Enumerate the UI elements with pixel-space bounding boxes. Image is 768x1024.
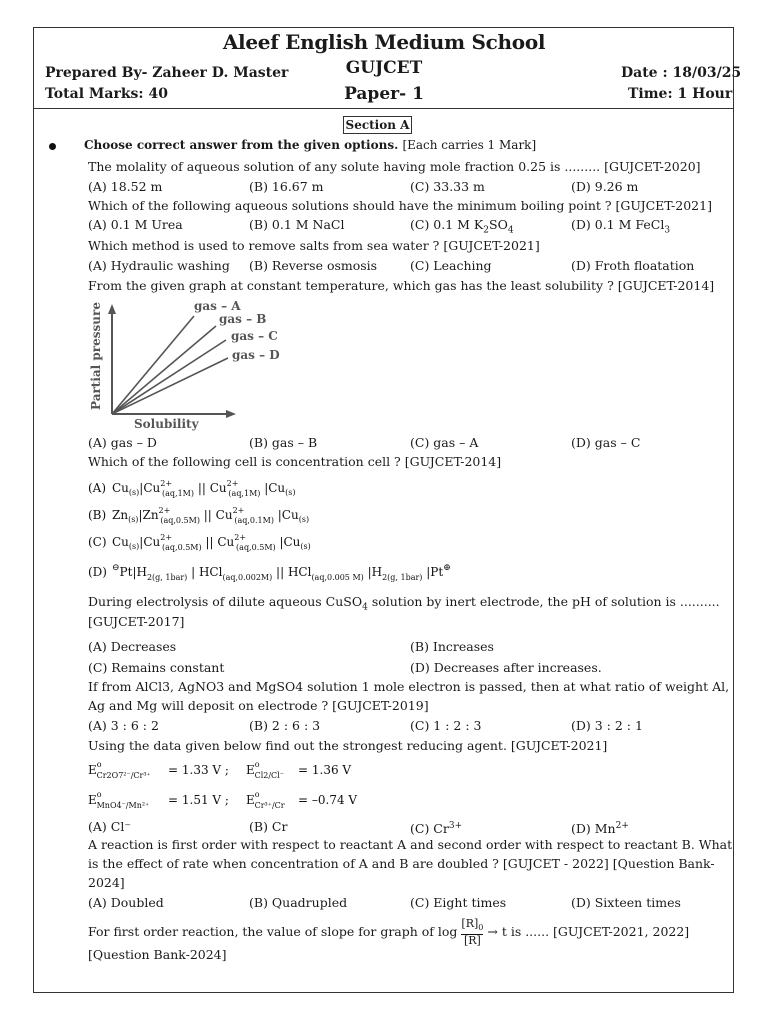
question-3: Which method is used to remove salts from sea water ? [GUJCET-2021] bbox=[88, 238, 540, 253]
q2-option-b: (B) 0.1 M NaCl bbox=[249, 217, 345, 232]
graph-x-arrow bbox=[226, 410, 236, 418]
q2-option-a: (A) 0.1 M Urea bbox=[88, 217, 183, 232]
q8-option-c: (C) $Cr^{3+}$ bbox=[410, 821, 463, 837]
total-marks: Total Marks: 40 bbox=[45, 86, 168, 102]
q3-option-b: (B) Reverse osmosis bbox=[249, 258, 378, 273]
school-name: Aleef English Medium School bbox=[222, 30, 546, 54]
cell-a-label: (A) bbox=[88, 481, 107, 495]
question-1: The molality of aqueous solution of any solute having mole fraction 0.25 is ......... [GUJCET-2020] bbox=[88, 159, 701, 174]
q7-option-b: (B) 2 : 6 : 3 bbox=[249, 718, 321, 733]
question-9-line-3: 2024] bbox=[88, 875, 125, 890]
question-5: Which of the following cell is concentration cell ? [GUJCET-2014] bbox=[88, 454, 502, 469]
cell-option-a bbox=[88, 479, 296, 498]
svg-text:Cu(s)|Cu2+(aq,0.5M) || Cu2+(aq: $Cu_{(s)}|Cu^{2+}$ (aq,0.5M) || $Cu^{2+}$ (aq,0.5M) $|Cu_{(s)}$ bbox=[112, 533, 311, 552]
graph-y-arrow bbox=[108, 304, 116, 314]
cell-notations bbox=[86, 472, 506, 586]
instruction-text: Choose correct answer from the given options. bbox=[84, 138, 399, 152]
log-fraction: $\frac{[R]_0}{[R]}$ bbox=[461, 917, 484, 948]
cell-b-label: (B) bbox=[88, 508, 107, 522]
q7-option-c: (C) 1 : 2 : 3 bbox=[410, 718, 482, 733]
cell-d-label: (D) bbox=[88, 565, 107, 579]
prepared-by: Prepared By- Zaheer D. Master bbox=[45, 65, 289, 81]
question-7-line-2: Ag and Mg will deposit on electrode ? [GUJCET-2019] bbox=[88, 698, 429, 713]
marks-note: [Each carries 1 Mark] bbox=[402, 138, 537, 152]
exam-date: Date : 18/03/25 bbox=[621, 65, 742, 81]
graph-label-gas-c: gas – C bbox=[231, 329, 278, 343]
bullet-icon bbox=[49, 143, 56, 150]
electrode-potentials bbox=[86, 757, 406, 815]
q1-option-a: (A) 18.52 m bbox=[88, 179, 163, 194]
graph-line-gas-d bbox=[112, 358, 228, 414]
potential-cl2: $E^o$ Cl2/Cl⁻ bbox=[246, 760, 284, 780]
q6-option-a: (A) Decreases bbox=[88, 639, 177, 654]
question-2: Which of the following aqueous solutions should have the minimum boiling point ? [GUJCET-2021] bbox=[88, 198, 712, 213]
svg-text:Cu(s)|Cu2+(aq,1M) || Cu2+(aq,1: $Cu_{(s)}|Cu^{2+}$ (aq,1M) || $Cu^{2+}$ (aq,1M) $|Cu_{(s)}$ bbox=[112, 479, 296, 498]
q4-option-b: (B) gas – B bbox=[249, 435, 318, 450]
q6-option-b: (B) Increases bbox=[410, 639, 494, 654]
question-7-line-1: If from AlCl3, AgNO3 and MgSO4 solution 1 mole electron is passed, then at what ratio of weight Al, bbox=[88, 679, 730, 694]
potential-value-3: = 1.51 V ; bbox=[168, 793, 229, 807]
section-label: Section A bbox=[343, 116, 412, 134]
svg-text:⊖Pt|H2(g, 1bar) | HCl(aq,0.002: $^⊖Pt|H_{2(g, 1bar)}$ | HCl$_{(aq,0.002M)}$ || HCl$_{(aq,0.005 M)}$ $|H_{2(g, 1bar)}$ |Pt⊕ bbox=[112, 563, 451, 582]
instruction bbox=[84, 137, 536, 154]
q1-option-c: (C) 33.33 m bbox=[410, 179, 485, 194]
q8-option-d: (D) $Mn^{2+}$ bbox=[571, 821, 629, 837]
q4-option-c: (C) gas – A bbox=[410, 435, 479, 450]
potential-value-1: = 1.33 V ; bbox=[168, 763, 229, 777]
q6-option-d: (D) Decreases after increases. bbox=[410, 660, 602, 675]
question-10: For first order reaction, the value of slope for graph of log $\frac{[R]_0}{[R]}$ → t is ...... [GUJCET-2021, 2022] bbox=[88, 917, 690, 948]
question-8: Using the data given below find out the strongest reducing agent. [GUJCET-2021] bbox=[88, 738, 608, 753]
question-4: From the given graph at constant temperature, which gas has the least solubility ? [GUJCET-2014] bbox=[88, 278, 715, 293]
graph-label-gas-b: gas – B bbox=[219, 312, 267, 326]
cell-option-d bbox=[88, 563, 451, 582]
q9-option-d: (D) Sixteen times bbox=[571, 895, 681, 910]
q3-option-d: (D) Froth floatation bbox=[571, 258, 695, 273]
q6-option-c: (C) Remains constant bbox=[88, 660, 225, 675]
question-6: During electrolysis of dilute aqueous CuSO$_4$ solution by inert electrode, the pH of solution is .......... bbox=[88, 594, 720, 613]
question-10-line-2: [Question Bank-2024] bbox=[88, 947, 227, 962]
exam-name: GUJCET bbox=[345, 58, 423, 78]
graph-label-gas-d: gas – D bbox=[232, 348, 280, 362]
potential-value-4: = –0.74 V bbox=[298, 793, 358, 807]
q7-option-d: (D) 3 : 2 : 1 bbox=[571, 718, 643, 733]
potential-cr2o7: $E^o$ Cr2O7²⁻/Cr³⁺ bbox=[88, 760, 151, 780]
potential-value-2: = 1.36 V bbox=[298, 763, 352, 777]
q1-option-d: (D) 9.26 m bbox=[571, 179, 639, 194]
graph-x-label: Solubility bbox=[134, 417, 199, 431]
graph-label-gas-a: gas – A bbox=[194, 299, 241, 313]
q3-option-c: (C) Leaching bbox=[410, 258, 492, 273]
question-9-line-2: is the effect of rate when concentration of A and B are doubled ? [GUJCET - 2022] [Question Bank- bbox=[88, 856, 715, 871]
cell-option-b bbox=[88, 506, 309, 525]
graph-line-gas-c bbox=[112, 340, 226, 414]
graph-y-label: Partial pressure bbox=[89, 302, 103, 410]
q3-option-a: (A) Hydraulic washing bbox=[88, 258, 230, 273]
question-9-line-1: A reaction is first order with respect to reactant A and second order with respect to reactant B. What bbox=[88, 837, 733, 852]
svg-text:Zn(s)|Zn2+(aq,0.5M) || Cu2+(aq: $Zn_{(s)}|Zn^{2+}$ (aq,0.5M) || $Cu^{2+}$ (aq,0.1M) $|Cu_{(s)}$ bbox=[112, 506, 310, 525]
potential-mno4: $E^o$ MnO4⁻/Mn²⁺ bbox=[88, 790, 150, 810]
exam-time: Time: 1 Hour bbox=[628, 86, 733, 102]
q9-option-c: (C) Eight times bbox=[410, 895, 507, 910]
paper-number: Paper- 1 bbox=[344, 84, 424, 104]
q8-option-a: (A) Cl⁻ bbox=[88, 819, 131, 834]
header-rule bbox=[34, 108, 734, 109]
cell-c-label: (C) bbox=[88, 535, 107, 549]
solubility-graph bbox=[86, 296, 280, 436]
q7-option-a: (A) 3 : 6 : 2 bbox=[88, 718, 159, 733]
graph-line-gas-a bbox=[112, 316, 194, 414]
q9-option-b: (B) Quadrupled bbox=[249, 895, 348, 910]
graph-line-gas-b bbox=[112, 326, 216, 414]
q1-option-b: (B) 16.67 m bbox=[249, 179, 324, 194]
potential-cr: $E^o$ Cr³⁺/Cr bbox=[246, 790, 285, 810]
q2-option-c: (C) 0.1 M $K_2SO_4$ bbox=[410, 217, 514, 236]
question-6-tag: [GUJCET-2017] bbox=[88, 614, 185, 629]
q4-option-d: (D) gas – C bbox=[571, 435, 641, 450]
cell-option-c bbox=[88, 533, 311, 552]
q4-option-a: (A) gas – D bbox=[88, 435, 157, 450]
q2-option-d: (D) 0.1 M FeCl$_3$ bbox=[571, 217, 671, 236]
q9-option-a: (A) Doubled bbox=[88, 895, 164, 910]
q8-option-b: (B) Cr bbox=[249, 819, 288, 834]
